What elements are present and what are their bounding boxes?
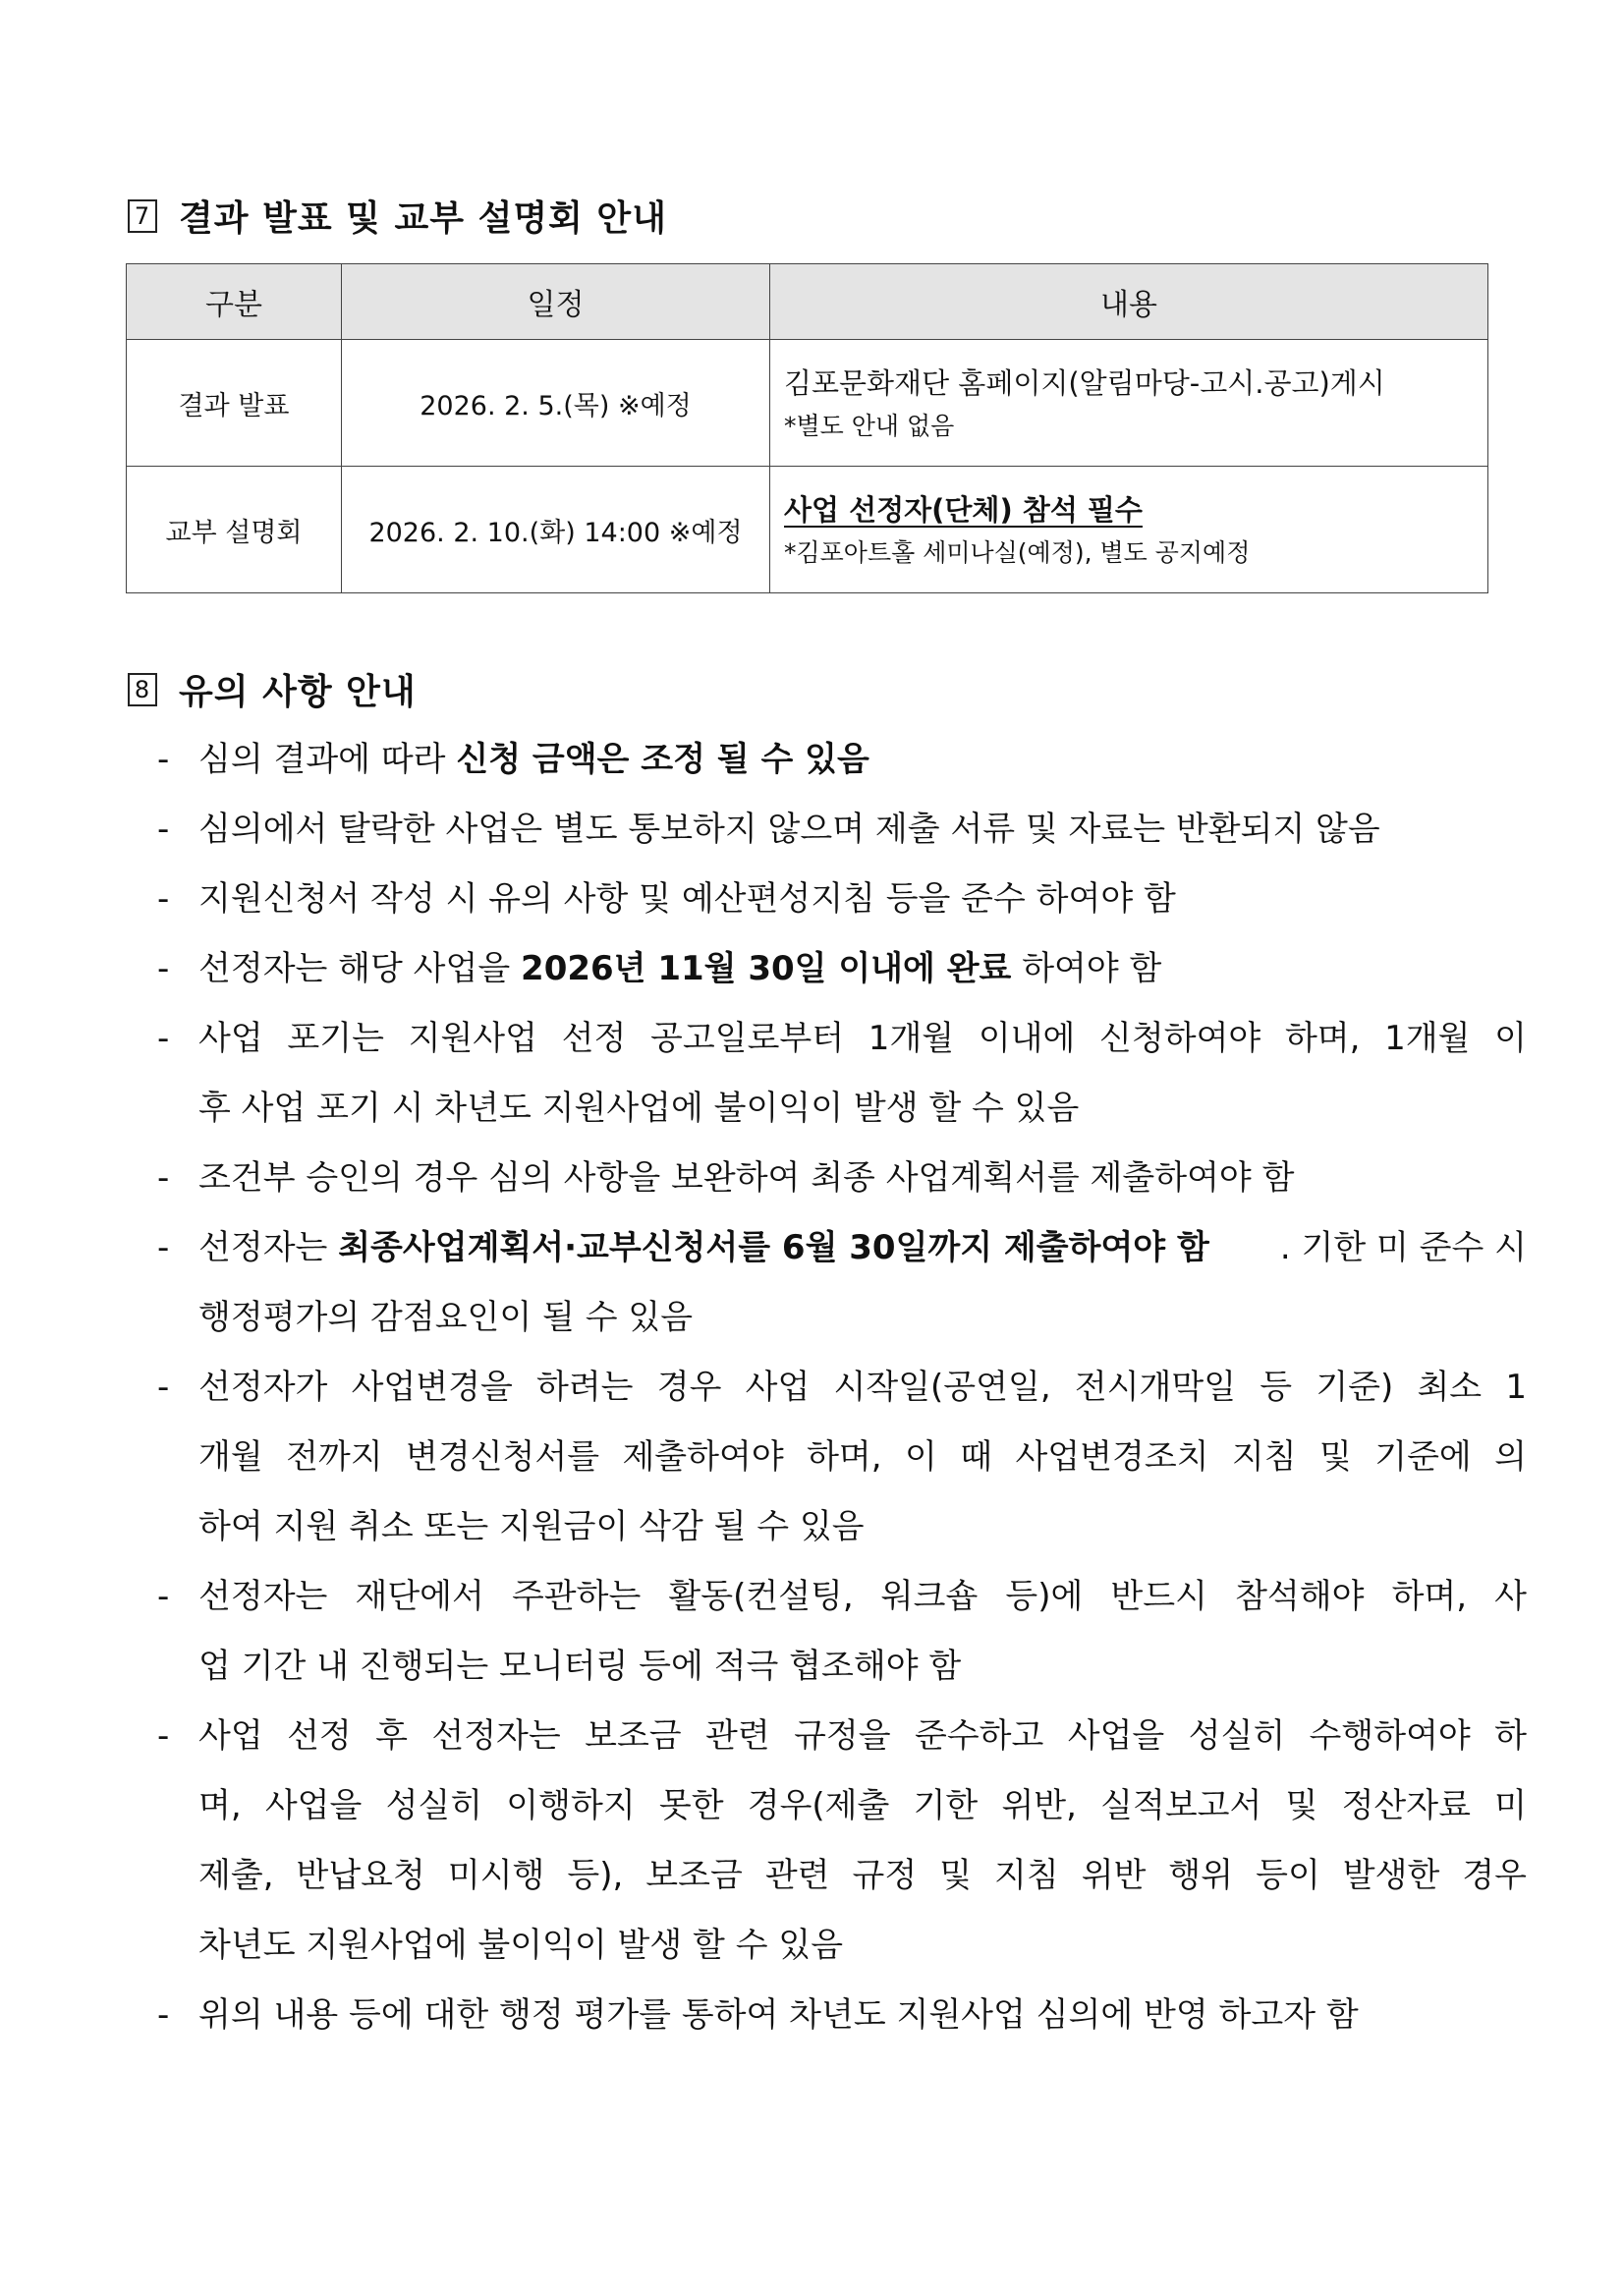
row-category: 결과 발표 <box>127 340 342 467</box>
list-item <box>157 1702 1527 1981</box>
item-text: . 기한 미 준수 시 <box>1279 1228 1527 1267</box>
row-content <box>770 340 1488 467</box>
list-item <box>157 934 1527 1004</box>
item-text: 지원신청서 작성 시 유의 사항 및 예산편성지침 등을 준수 하여야 함 <box>198 879 1176 919</box>
list-item <box>157 1144 1527 1213</box>
section-7-title: 결과 발표 및 교부 설명회 안내 <box>179 198 667 239</box>
item-text: 제출, 반납요청 미시행 등), 보조금 관련 규정 및 지침 위반 행위 등이 발생한 경우 <box>198 1856 1527 1895</box>
row-category: 교부 설명회 <box>127 467 342 593</box>
bullet-dash: - <box>157 1577 170 1616</box>
row-schedule: 2026. 2. 10.(화) 14:00 ※예정 <box>342 467 770 593</box>
list-item <box>157 865 1527 934</box>
list-item <box>157 725 1527 795</box>
item-bold-text: 2026년 11월 30일 이내에 완료 <box>521 949 1012 988</box>
list-item <box>157 1004 1527 1144</box>
section-8-heading <box>128 664 417 714</box>
table-row <box>127 340 1488 467</box>
content-main: 김포문화재단 홈페이지(알림마당-고시.공고)게시 <box>784 366 1385 400</box>
bullet-dash: - <box>157 810 170 849</box>
section-8-number: 8 <box>128 673 157 706</box>
table-row <box>127 467 1488 593</box>
item-text: 하여야 함 <box>1011 949 1162 988</box>
item-text: 심의 결과에 따라 <box>198 740 457 779</box>
item-bold-text: 신청 금액은 조정 될 수 있음 <box>456 740 869 779</box>
header-category: 구분 <box>127 264 342 340</box>
item-text: 하여 지원 취소 또는 지원금이 삭감 될 수 있음 <box>198 1507 865 1546</box>
item-text: 사업 포기는 지원사업 선정 공고일로부터 1개월 이내에 신청하여야 하며, 1개월 이 <box>198 1019 1527 1058</box>
notice-list <box>157 725 1527 2050</box>
section-7-number: 7 <box>128 199 157 233</box>
bullet-dash: - <box>157 740 170 779</box>
item-text: 며, 사업을 성실히 이행하지 못한 경우(제출 기한 위반, 실적보고서 및 정산자료 미 <box>198 1786 1527 1825</box>
item-bold-text: 최종사업계획서·교부신청서를 6월 30일까지 제출하여야 함 <box>338 1228 1209 1267</box>
header-content: 내용 <box>770 264 1488 340</box>
item-text: 선정자가 사업변경을 하려는 경우 사업 시작일(공연일, 전시개막일 등 기준) 최소 1 <box>198 1368 1527 1407</box>
list-item <box>157 1353 1527 1562</box>
item-text: 선정자는 재단에서 주관하는 활동(컨설팅, 워크숍 등)에 반드시 참석해야 하며, 사 <box>198 1577 1527 1616</box>
item-text: 선정자는 <box>198 1228 339 1267</box>
bullet-dash: - <box>157 1158 170 1198</box>
table-header-row <box>127 264 1488 340</box>
list-item <box>157 1562 1527 1702</box>
item-text: 조건부 승인의 경우 심의 사항을 보완하여 최종 사업계획서를 제출하여야 함 <box>198 1158 1295 1198</box>
bullet-dash: - <box>157 1019 170 1058</box>
item-text: 후 사업 포기 시 차년도 지원사업에 불이익이 발생 할 수 있음 <box>198 1089 1080 1128</box>
item-text: 선정자는 해당 사업을 <box>198 949 522 988</box>
content-note: *김포아트홀 세미나실(예정), 별도 공지예정 <box>784 538 1251 567</box>
list-item <box>157 1213 1527 1353</box>
section-8-title: 유의 사항 안내 <box>179 672 417 712</box>
bullet-dash: - <box>157 879 170 919</box>
bullet-dash: - <box>157 949 170 988</box>
item-text: 위의 내용 등에 대한 행정 평가를 통하여 차년도 지원사업 심의에 반영 하고자 함 <box>198 1995 1359 2035</box>
item-text: 사업 선정 후 선정자는 보조금 관련 규정을 준수하고 사업을 성실히 수행하여야 하 <box>198 1716 1527 1756</box>
row-content <box>770 467 1488 593</box>
header-schedule: 일정 <box>342 264 770 340</box>
bullet-dash: - <box>157 1228 170 1267</box>
item-text: 행정평가의 감점요인이 될 수 있음 <box>198 1298 694 1337</box>
item-text: 개월 전까지 변경신청서를 제출하여야 하며, 이 때 사업변경조치 지침 및 기준에 의 <box>198 1437 1527 1477</box>
section-7-heading <box>128 191 667 241</box>
row-schedule: 2026. 2. 5.(목) ※예정 <box>342 340 770 467</box>
bullet-dash: - <box>157 1995 170 2035</box>
content-note: *별도 안내 없음 <box>784 412 955 440</box>
schedule-table <box>126 263 1488 593</box>
bullet-dash: - <box>157 1368 170 1407</box>
bullet-dash: - <box>157 1716 170 1756</box>
item-text: 업 기간 내 진행되는 모니터링 등에 적극 협조해야 함 <box>198 1647 962 1686</box>
list-item <box>157 795 1527 865</box>
item-text: 차년도 지원사업에 불이익이 발생 할 수 있음 <box>198 1926 844 1965</box>
list-item <box>157 1981 1527 2050</box>
content-main: 사업 선정자(단체) 참석 필수 <box>784 493 1143 527</box>
item-text: 심의에서 탈락한 사업은 별도 통보하지 않으며 제출 서류 및 자료는 반환되지 않음 <box>198 810 1380 849</box>
